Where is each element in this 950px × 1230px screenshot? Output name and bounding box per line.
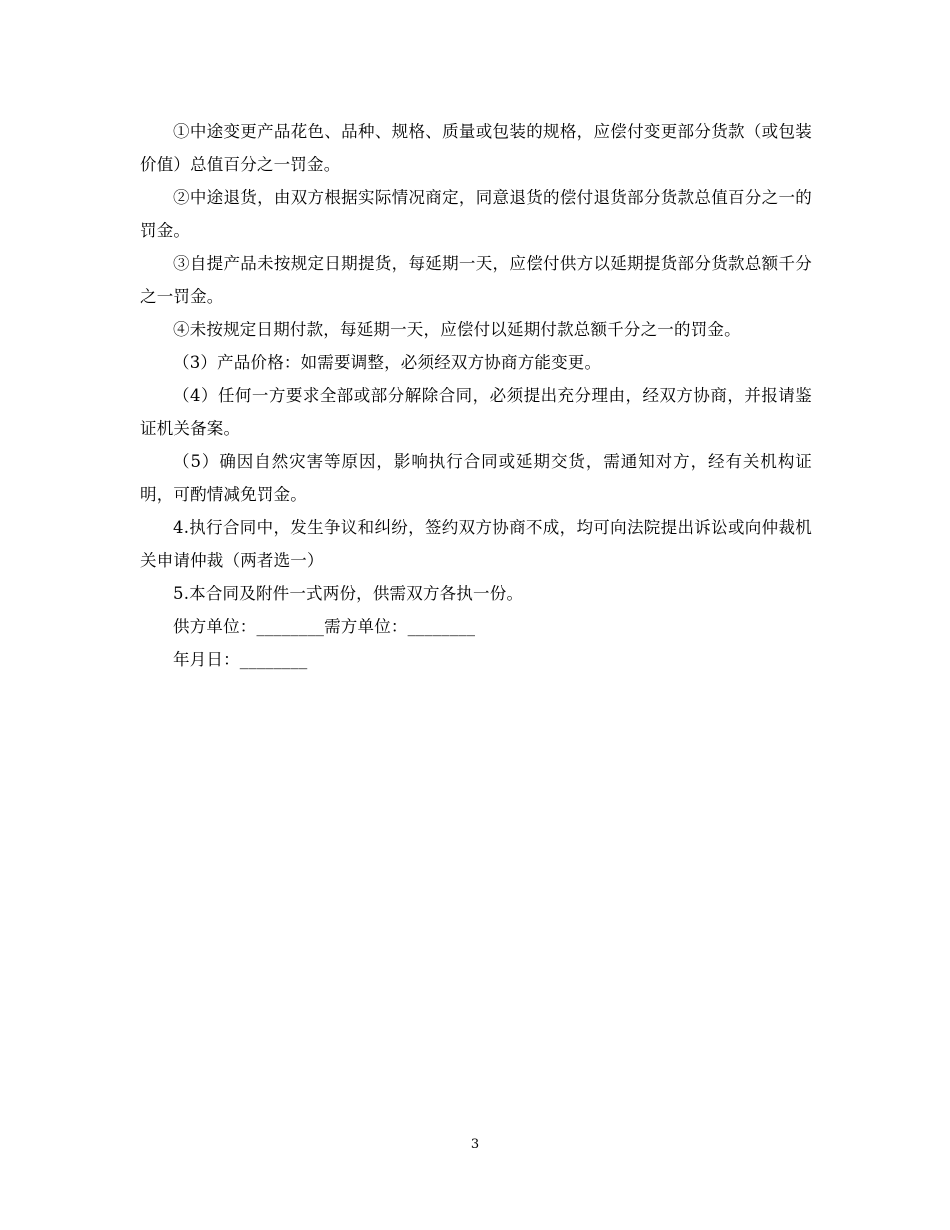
date-line: 年月日：________ [173,650,308,669]
clause-contract-termination: （4）任何一方要求全部或部分解除合同，必须提出充分理由，经双方协商，并报请鉴证机关备案。 [140,386,812,438]
clause-return-goods-penalty: ②中途退货，由双方根据实际情况商定，同意退货的偿付退货部分货款总值百分之一的罚金。 [140,188,812,240]
clause-dispute-resolution: 4.执行合同中，发生争议和纠纷，签约双方协商不成，均可向法院提出诉讼或向仲裁机关申请仲裁（两者选一） [140,518,812,570]
page-number: 3 [470,1137,480,1152]
clause-late-pickup-penalty: ③自提产品未按规定日期提货，每延期一天，应偿付供方以延期提货部分货款总额千分之一罚金。 [140,254,812,306]
clause-late-payment-penalty: ④未按规定日期付款，每延期一天，应偿付以延期付款总额千分之一的罚金。 [173,320,741,339]
signature-units-line: 供方单位：________需方单位：________ [173,617,476,636]
clause-force-majeure: （5）确因自然灾害等原因，影响执行合同或延期交货，需通知对方，经有关机构证明，可酌情减免罚金。 [140,452,812,504]
document-body [140,115,812,676]
clause-change-product-penalty: ①中途变更产品花色、品种、规格、质量或包装的规格，应偿付变更部分货款（或包装价值）总值百分之一罚金。 [140,122,812,174]
clause-product-price: （3）产品价格：如需要调整，必须经双方协商方能变更。 [173,353,602,372]
clause-contract-copies: 5.本合同及附件一式两份，供需双方各执一份。 [173,584,524,603]
